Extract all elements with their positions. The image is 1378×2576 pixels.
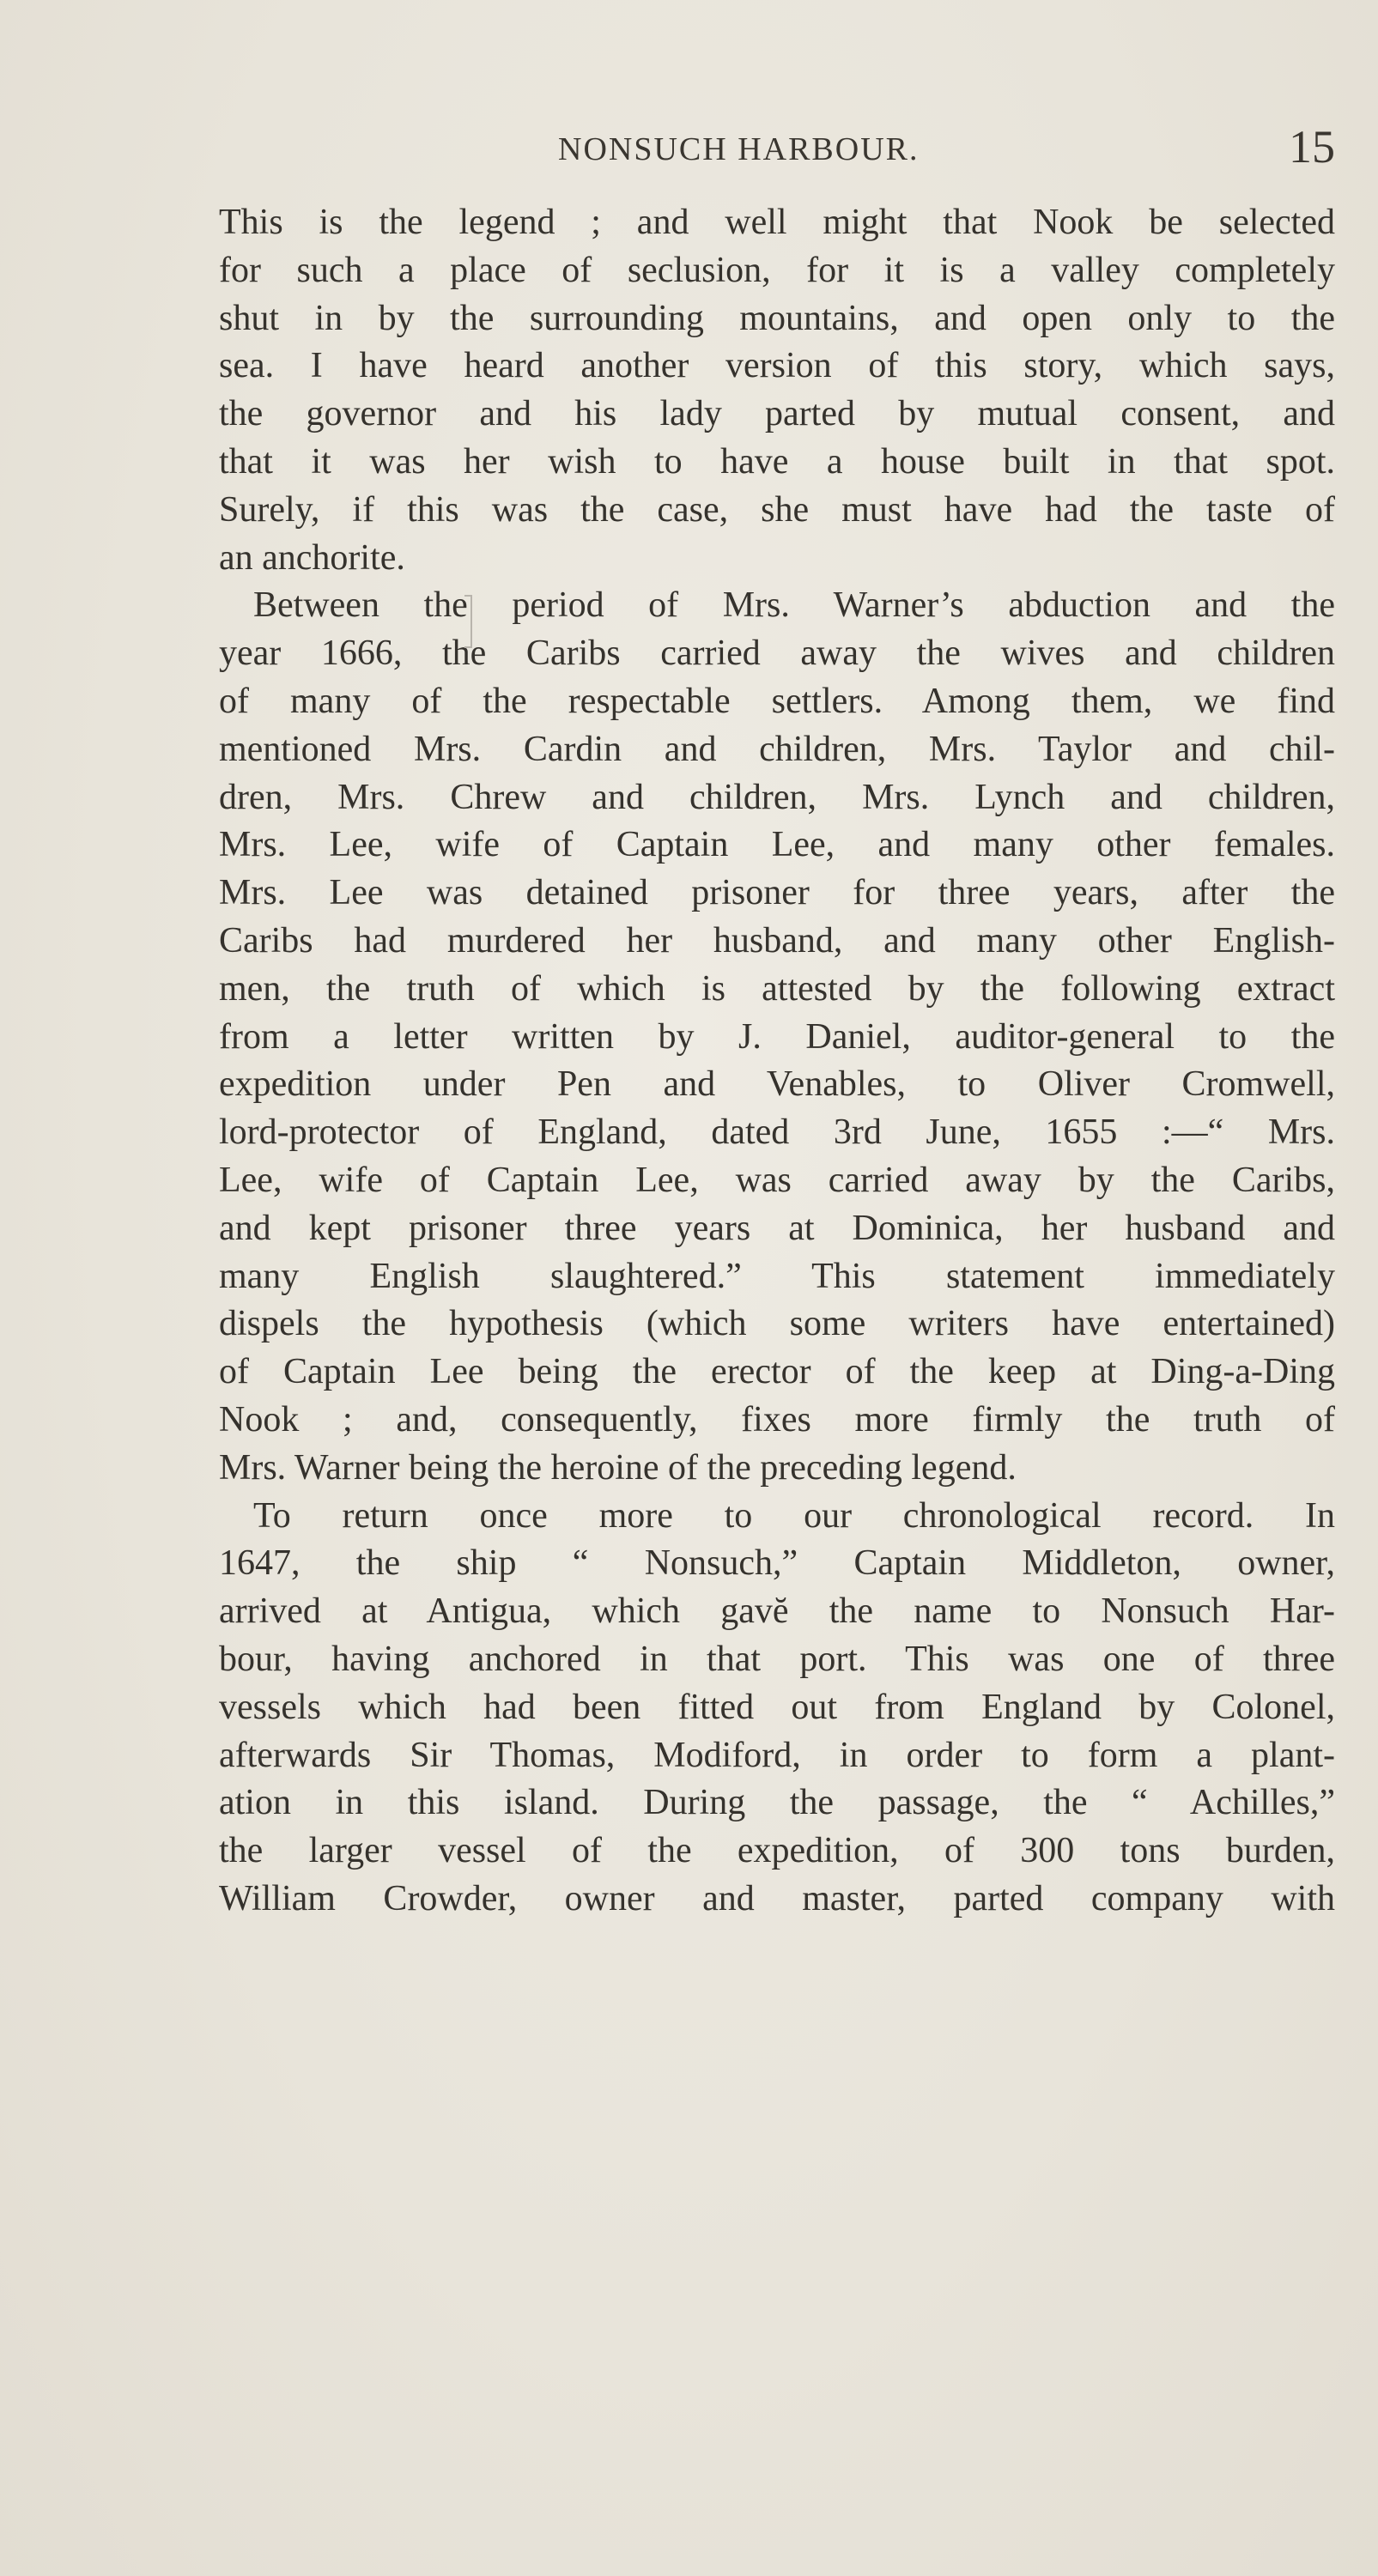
text-line: Mrs. Warner being the heroine of the preceding legend. xyxy=(219,1447,1017,1488)
text-line: bour, having anchored in that port. This was one of three xyxy=(219,1639,1335,1679)
text-line: William Crowder, owner and master, parted company with xyxy=(219,1878,1335,1918)
text-line: Lee, wife of Captain Lee, was carried away by the Caribs, xyxy=(219,1160,1335,1200)
text-line: shut in by the surrounding mountains, and open only to the xyxy=(219,298,1335,338)
text-line: men, the truth of which is attested by the following extract xyxy=(219,968,1335,1009)
text-line: Mrs. Lee, wife of Captain Lee, and many other females. xyxy=(219,825,1335,865)
text-line: Mrs. Lee was detained prisoner for three years, after the xyxy=(219,873,1335,913)
text-line: for such a place of seclusion, for it is a valley completely xyxy=(219,250,1335,290)
text-line: and kept prisoner three years at Dominica, her husband and xyxy=(219,1208,1335,1248)
text-line: from a letter written by J. Daniel, auditor-general to the xyxy=(219,1016,1335,1057)
text-line: year 1666, the Caribs carried away the wives and children xyxy=(219,633,1335,674)
text-line: This is the legend ; and well might that Nook be selected xyxy=(219,203,1335,242)
text-line: the governor and his lady parted by mutual consent, and xyxy=(219,394,1335,434)
text-line: expedition under Pen and Venables, to Oliver Cromwell, xyxy=(219,1064,1335,1105)
text-line: ation in this island. During the passage, the “ Achilles,” xyxy=(219,1783,1335,1823)
bracket-mark xyxy=(461,592,475,652)
text-line: dispels the hypothesis (which some writers have entertained) xyxy=(219,1304,1335,1344)
text-line: afterwards Sir Thomas, Modiford, in order to form a plant- xyxy=(219,1735,1335,1775)
text-line: sea. I have heard another version of this story, which says, xyxy=(219,346,1335,386)
text-line: To return once more to our chronological record. In xyxy=(253,1495,1335,1536)
running-head: NONSUCH HARBOUR. xyxy=(558,131,920,167)
page-header xyxy=(219,120,1335,189)
text-line: lord-protector of England, dated 3rd June, 1655 :—“ Mrs. xyxy=(219,1112,1335,1153)
text-line: Surely, if this was the case, she must have had the taste of xyxy=(219,489,1335,530)
text-line: the larger vessel of the expedition, of 300 tons burden, xyxy=(219,1831,1335,1871)
text-line: vessels which had been fitted out from England by Colonel, xyxy=(219,1687,1335,1727)
text-line: of many of the respectable settlers. Among them, we find xyxy=(219,681,1335,721)
text-line: an anchorite. xyxy=(219,537,405,578)
text-line: arrived at Antigua, which gavĕ the name to Nonsuch Har- xyxy=(219,1591,1335,1632)
page-number: 15 xyxy=(1289,121,1335,173)
text-line: many English slaughtered.” This statement immediately xyxy=(219,1256,1335,1296)
text-line: of Captain Lee being the erector of the keep at Ding-a-Ding xyxy=(219,1352,1335,1392)
text-line: dren, Mrs. Chrew and children, Mrs. Lynch and children, xyxy=(219,777,1335,817)
text-line: Between the period of Mrs. Warner’s abduction and the xyxy=(253,585,1335,626)
text-line: mentioned Mrs. Cardin and children, Mrs. Taylor and chil- xyxy=(219,729,1335,769)
text-line: Caribs had murdered her husband, and many other English- xyxy=(219,920,1335,961)
text-line: that it was her wish to have a house built in that spot. xyxy=(219,441,1335,482)
text-line: 1647, the ship “ Nonsuch,” Captain Middleton, owner, xyxy=(219,1543,1335,1584)
body-text xyxy=(219,199,1335,1924)
text-line: Nook ; and, consequently, fixes more firmly the truth of xyxy=(219,1399,1335,1440)
